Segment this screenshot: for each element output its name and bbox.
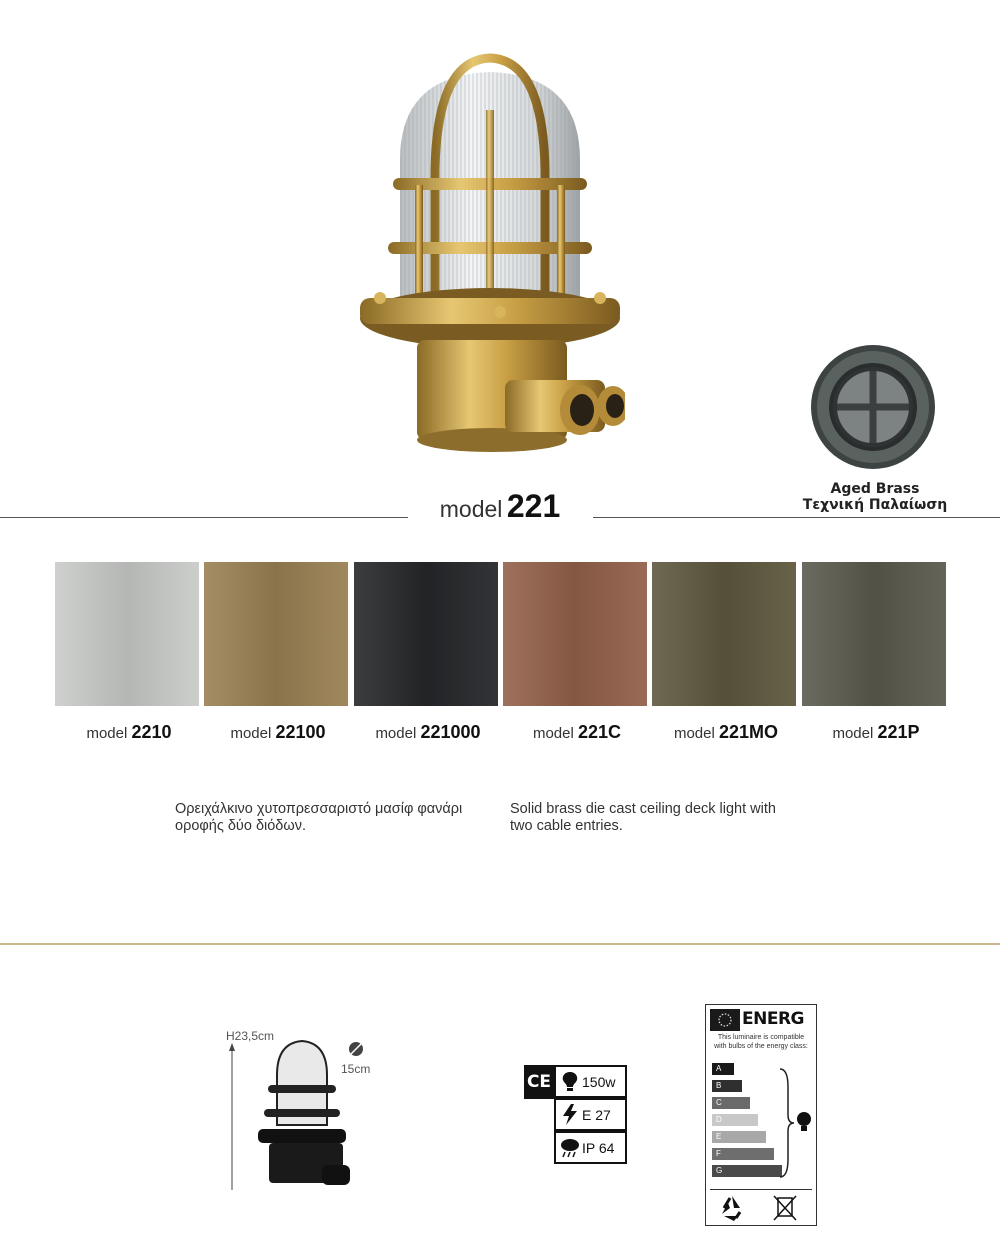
finish-label-word: model bbox=[86, 725, 128, 742]
lightning-icon bbox=[558, 1102, 582, 1127]
brace-bulb-icon bbox=[776, 1067, 816, 1179]
energy-note-line: This luminaire is compatible bbox=[717, 1034, 805, 1041]
aged-brass-lamp-icon bbox=[800, 345, 950, 480]
finish-label-number: 221000 bbox=[420, 722, 481, 742]
bulb-icon bbox=[558, 1069, 582, 1094]
finish-label-word: model bbox=[375, 725, 417, 742]
energy-note bbox=[710, 1033, 812, 1051]
spec-table bbox=[524, 1065, 634, 1165]
finish-label bbox=[646, 722, 806, 743]
weee-bin-icon bbox=[774, 1196, 796, 1220]
aged-brass-badge bbox=[800, 345, 950, 520]
finish-label bbox=[198, 722, 358, 743]
model-heading-number: 221 bbox=[506, 488, 561, 524]
finish-label-word: model bbox=[832, 725, 874, 742]
finish-label bbox=[796, 722, 956, 743]
rain-cloud-icon bbox=[558, 1135, 582, 1160]
section-divider bbox=[0, 943, 1000, 945]
finish-label bbox=[348, 722, 508, 743]
finish-label-number: 221MO bbox=[719, 722, 779, 742]
description-greek bbox=[175, 801, 462, 835]
finish-label-word: model bbox=[230, 725, 272, 742]
energy-class-bar: F bbox=[712, 1148, 774, 1160]
power-value: 150w bbox=[582, 1074, 616, 1090]
heading-rule-left bbox=[0, 517, 408, 518]
finish-label-word: model bbox=[532, 725, 574, 742]
heading-rule-right bbox=[593, 517, 1000, 518]
finish-swatch bbox=[802, 562, 946, 706]
energy-header bbox=[710, 1009, 812, 1031]
energy-header-text: ENERG bbox=[742, 1009, 804, 1029]
energy-class-bar: B bbox=[712, 1080, 742, 1092]
description-english-line: Solid brass die cast ceiling deck light with bbox=[510, 801, 776, 817]
model-heading bbox=[410, 488, 590, 525]
finish-label-word: model bbox=[673, 725, 715, 742]
model-heading-word: model bbox=[439, 496, 503, 522]
finish-swatch bbox=[652, 562, 796, 706]
eu-flag-icon bbox=[710, 1009, 740, 1031]
description-english bbox=[510, 801, 776, 835]
energy-class-bar: G bbox=[712, 1165, 782, 1177]
aged-brass-title: Aged Brass bbox=[830, 481, 920, 497]
finish-swatch bbox=[55, 562, 199, 706]
spec-power-row bbox=[554, 1065, 627, 1098]
finish-label-number: 22100 bbox=[275, 722, 326, 742]
energy-note-line: with bulbs of the energy class: bbox=[714, 1043, 808, 1050]
description-english-line: two cable entries. bbox=[510, 818, 623, 834]
energy-class-bar: A bbox=[712, 1063, 734, 1075]
energy-class-bar: D bbox=[712, 1114, 758, 1126]
socket-value: E 27 bbox=[582, 1107, 611, 1123]
finish-label bbox=[497, 722, 657, 743]
height-dimension: H23,5cm bbox=[226, 1029, 275, 1043]
spec-socket-row bbox=[554, 1098, 627, 1131]
finish-label bbox=[49, 722, 209, 743]
energy-class-bar: C bbox=[712, 1097, 750, 1109]
aged-brass-subtitle: Τεχνική Παλαίωση bbox=[802, 497, 948, 513]
finish-swatch bbox=[204, 562, 348, 706]
ip-value: IP 64 bbox=[582, 1140, 615, 1156]
spec-ip-row bbox=[554, 1131, 627, 1164]
energy-label bbox=[705, 1004, 817, 1226]
finish-label-number: 221P bbox=[877, 722, 920, 742]
finish-label-number: 221C bbox=[578, 722, 622, 742]
recycle-icon bbox=[722, 1196, 740, 1221]
lamp-product-photo bbox=[355, 50, 625, 460]
finish-swatch bbox=[354, 562, 498, 706]
ce-mark: CE bbox=[524, 1065, 554, 1099]
energy-class-bar: E bbox=[712, 1131, 766, 1143]
finish-label-number: 2210 bbox=[131, 722, 172, 742]
diameter-dimension: 15cm bbox=[341, 1062, 371, 1076]
finish-swatch bbox=[503, 562, 647, 706]
description-greek-line: Ορειχάλκινο χυτοπρεσσαριστό μασίφ φανάρι bbox=[175, 801, 463, 817]
energy-footer bbox=[710, 1189, 812, 1223]
dimension-drawing bbox=[222, 1025, 392, 1195]
description-greek-line: οροφής δύο διόδων. bbox=[175, 818, 306, 834]
